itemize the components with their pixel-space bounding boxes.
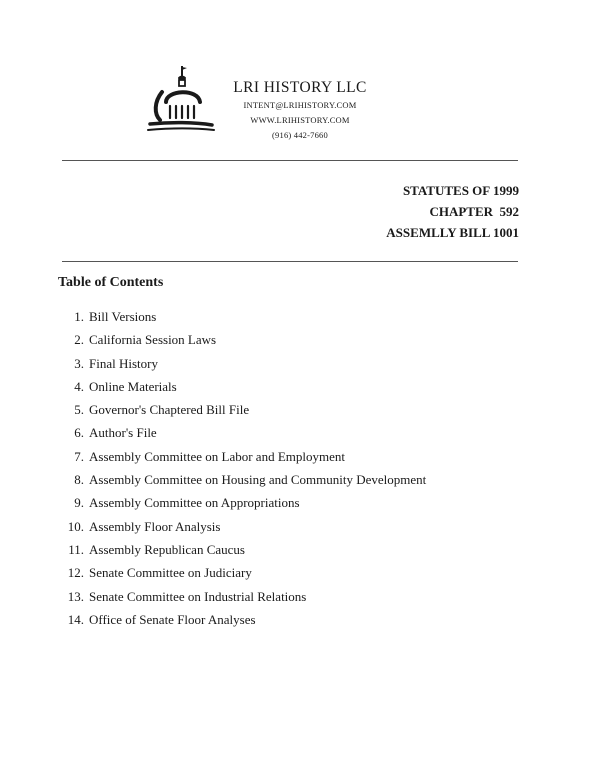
company-block [210, 78, 390, 143]
toc-item-number: 2. [74, 332, 84, 348]
toc-item [58, 421, 426, 444]
toc-item [58, 468, 426, 491]
toc-item-label: Online Materials [89, 378, 177, 394]
toc-item-label: Office of Senate Floor Analyses [89, 611, 256, 627]
toc-item [58, 445, 426, 468]
toc-item [58, 538, 426, 561]
toc-item-number: 13. [67, 588, 84, 604]
toc-item-label: Bill Versions [89, 309, 157, 324]
toc-item [58, 375, 426, 398]
toc-item [58, 608, 426, 631]
statute-year: STATUTES OF 1999 [402, 183, 519, 198]
company-website: WWW.LRIHISTORY.COM [250, 115, 350, 125]
toc-item-label: Assembly Republican Caucus [89, 541, 245, 557]
toc-item-number: 3. [74, 355, 84, 371]
toc-item-label: Assembly Committee on Housing and Community Development [89, 472, 427, 488]
toc-item-number: 8. [74, 472, 84, 488]
company-email: INTENT@LRIHISTORY.COM [243, 100, 357, 110]
toc-item-number: 1. [74, 309, 84, 324]
toc-item-label: Senate Committee on Industrial Relations [89, 588, 307, 604]
toc-item-number: 11. [68, 541, 84, 557]
toc-item-number: 7. [74, 448, 84, 464]
bill-number: ASSEMLLY BILL 1001 [386, 225, 519, 240]
toc-item-label: Assembly Floor Analysis [89, 518, 221, 534]
capitol-dome-icon [140, 62, 220, 140]
company-name: LRI HISTORY LLC [233, 79, 367, 96]
toc-item-number: 10. [67, 518, 84, 534]
toc-item [58, 491, 426, 514]
toc-item-number: 4. [74, 378, 84, 394]
toc-item [58, 585, 426, 608]
toc-item [58, 515, 426, 538]
toc-title: Table of Contents [58, 275, 164, 290]
statute-block [386, 180, 519, 243]
toc-item [58, 398, 426, 421]
toc-item [58, 561, 426, 584]
toc-item-number: 9. [74, 495, 84, 511]
toc-item-label: Final History [89, 355, 158, 371]
toc-item-label: Governor's Chaptered Bill File [89, 402, 250, 418]
toc-item-number: 12. [67, 565, 84, 581]
toc-item-label: Assembly Committee on Labor and Employment [89, 448, 345, 464]
toc-item-label: Assembly Committee on Appropriations [89, 495, 300, 511]
toc-item [58, 328, 426, 351]
toc-item [58, 352, 426, 375]
toc-item [58, 305, 426, 328]
chapter-number: CHAPTER 592 [429, 204, 519, 219]
toc-item-label: Author's File [89, 425, 157, 441]
toc-list [58, 305, 426, 631]
toc-item-number: 14. [67, 611, 84, 627]
toc-item-number: 5. [74, 402, 84, 418]
company-phone: (916) 442-7660 [272, 130, 328, 140]
toc-item-number: 6. [74, 425, 84, 441]
header-divider [62, 160, 518, 161]
statute-divider [62, 261, 518, 262]
toc-item-label: Senate Committee on Judiciary [89, 565, 252, 581]
toc-item-label: California Session Laws [89, 332, 217, 348]
